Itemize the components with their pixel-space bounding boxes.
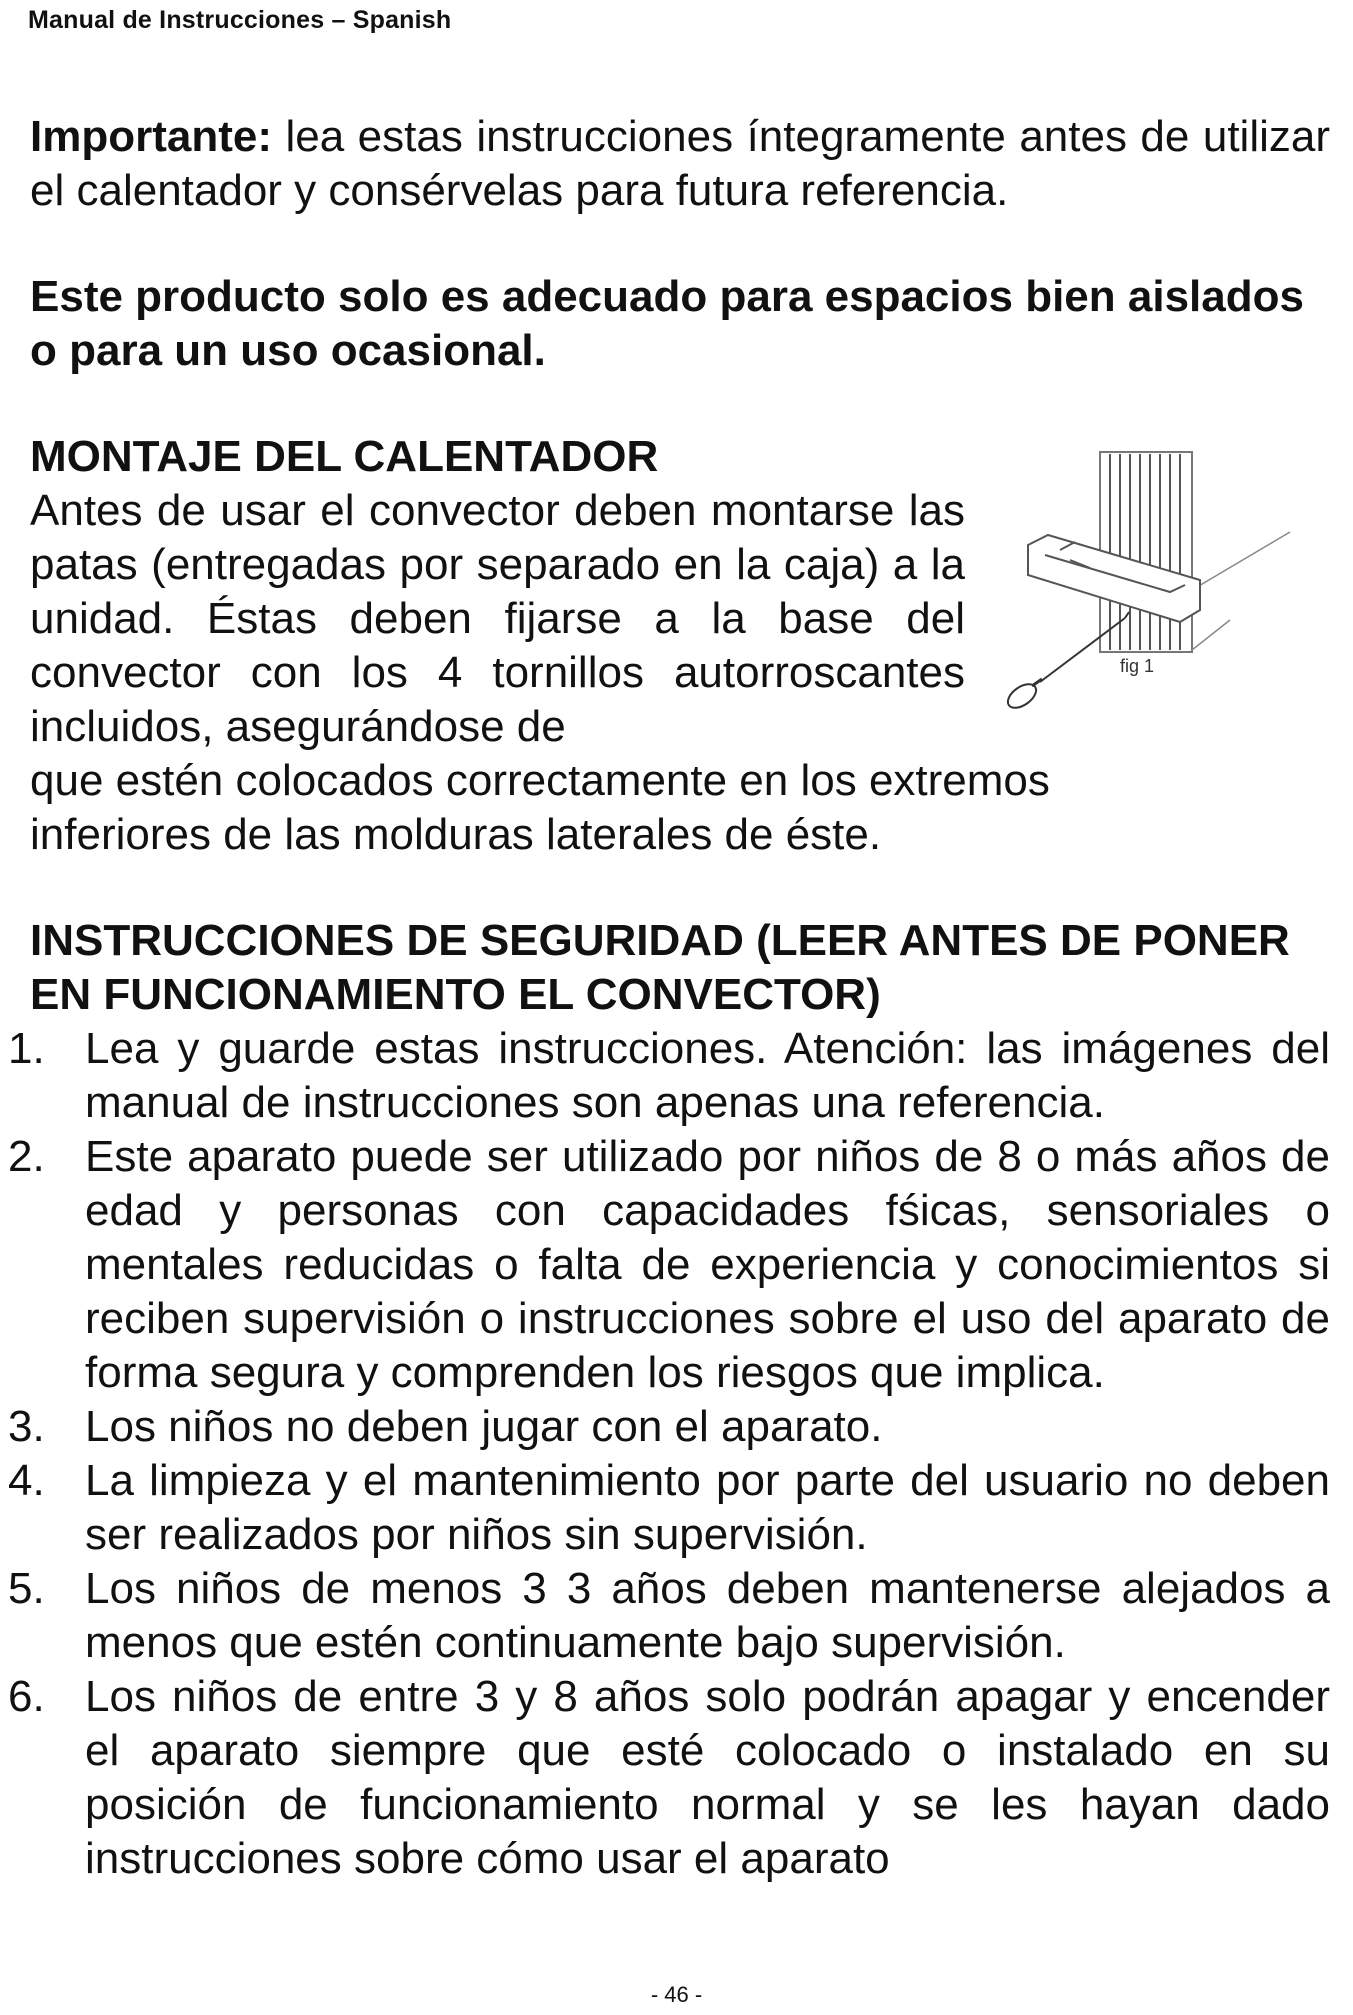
list-item-number: 4. xyxy=(8,1456,45,1505)
list-item xyxy=(8,1670,1330,1886)
heater-leg-illustration xyxy=(1000,450,1320,740)
list-item xyxy=(8,1130,1330,1400)
important-notice xyxy=(30,110,1330,218)
safety-title: INSTRUCCIONES DE SEGURIDAD (LEER ANTES DE PONER EN FUNCIONAMIENTO EL CONVECTOR) xyxy=(30,916,1290,1019)
list-item-number: 5. xyxy=(8,1564,45,1613)
assembly-section xyxy=(30,430,1330,862)
list-item xyxy=(8,1400,1330,1454)
list-item-text: Lea y guarde estas instrucciones. Atención: las imágenes del manual de instrucciones son apenas una referencia. xyxy=(85,1024,1330,1127)
list-item-text: Los niños de entre 3 y 8 años solo podrán apagar y encender el aparato siempre que esté colocado o instalado en su posición de funcionamiento normal y se les hayan dado instrucciones sobre cómo usar el aparato xyxy=(85,1672,1330,1883)
list-item-number: 2. xyxy=(8,1132,45,1181)
list-item-number: 6. xyxy=(8,1672,45,1721)
heater-leg-figure xyxy=(1000,450,1320,740)
assembly-text: Antes de usar el convector deben montarse las patas (entregadas por separado en la caja) a la unidad. Éstas deben fijarse a la base del convector con los 4 tornillos autorroscantes incluidos, asegurándose de xyxy=(30,486,965,751)
product-suitability-note: Este producto solo es adecuado para espacios bien aislados o para un uso ocasional. xyxy=(30,272,1304,375)
list-item-number: 1. xyxy=(8,1024,45,1073)
list-item-text: Los niños de menos 3 3 años deben mantenerse alejados a menos que estén continuamente bajo supervisión. xyxy=(85,1564,1330,1667)
list-item xyxy=(8,1022,1330,1130)
assembly-text-continued: que estén colocados correctamente en los extremos inferiores de las molduras laterales de éste. xyxy=(30,756,1050,859)
safety-list xyxy=(8,1022,1330,1886)
list-item-number: 3. xyxy=(8,1402,45,1451)
list-item-text: Los niños no deben jugar con el aparato. xyxy=(85,1402,883,1451)
list-item-text: Este aparato puede ser utilizado por niños de 8 o más años de edad y personas con capacidades fśicas, sensoriales o mentales reducidas o falta de experiencia y conocimientos si reciben supervisión o instrucciones sobre el uso del aparato de forma segura y comprenden los riesgos que implica. xyxy=(85,1132,1330,1397)
document-header: Manual de Instrucciones – Spanish xyxy=(28,6,452,34)
important-label: Importante: xyxy=(30,112,272,161)
page-number: - 46 - xyxy=(650,1982,703,2007)
list-item xyxy=(8,1454,1330,1562)
figure-label: fig 1 xyxy=(1120,656,1155,676)
list-item-text: La limpieza y el mantenimiento por parte del usuario no deben ser realizados por niños sin supervisión. xyxy=(85,1456,1330,1559)
assembly-title: MONTAJE DEL CALENTADOR xyxy=(30,432,659,481)
important-text: lea estas instrucciones íntegramente antes de utilizar el calentador y consérvelas para futura referencia. xyxy=(30,112,1330,215)
list-item xyxy=(8,1562,1330,1670)
page-content xyxy=(8,110,1330,1886)
